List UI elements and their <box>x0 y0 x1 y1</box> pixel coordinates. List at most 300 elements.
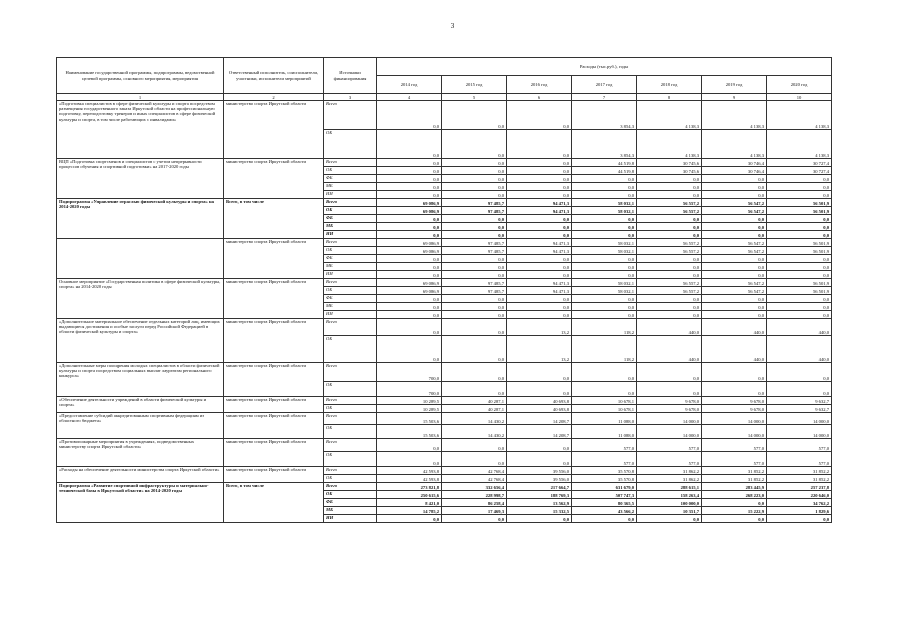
amount-cell: 4 138,3 <box>767 101 832 130</box>
table-row <box>57 439 832 452</box>
table-row <box>57 319 832 336</box>
amount-cell: 0,0 <box>637 363 702 382</box>
amount-cell: 14 000,0 <box>637 425 702 439</box>
amount-cell: 4 138,3 <box>637 101 702 130</box>
amount-cell: 0,0 <box>702 271 767 279</box>
funding-source: Всего <box>324 159 377 167</box>
amount-cell: 0,0 <box>507 215 572 223</box>
amount-cell: 97 485,7 <box>442 207 507 215</box>
amount-cell: 0,0 <box>377 336 442 363</box>
amount-cell: 0,0 <box>442 167 507 175</box>
column-index: 10 <box>767 94 832 101</box>
amount-cell: 0,0 <box>702 263 767 271</box>
column-index: 9 <box>702 94 767 101</box>
amount-cell: 0,0 <box>767 382 832 397</box>
program-name: «Дополнительное материальное обеспечение отдельных категорий лиц, имеющих выдающиеся достижения и особые заслуги перед Российской Федерацией в области физической культуры и спорта» <box>57 319 224 363</box>
amount-cell: 14 430,2 <box>442 413 507 425</box>
amount-cell: 0,0 <box>507 159 572 167</box>
funding-source: ФБ <box>324 499 377 507</box>
amount-cell: 4 138,3 <box>702 101 767 130</box>
amount-cell: 14 000,0 <box>702 413 767 425</box>
amount-cell: 0,0 <box>637 223 702 231</box>
amount-cell: 0,0 <box>377 515 442 523</box>
amount-cell: 0,0 <box>637 191 702 199</box>
program-name: «Противопожарные мероприятия в учреждениях, подведомственных министерству спорта Иркутской области» <box>57 439 224 467</box>
funding-source: ОБ <box>324 382 377 397</box>
amount-cell: 0,0 <box>377 130 442 159</box>
amount-cell: 700,0 <box>377 363 442 382</box>
amount-cell: 0,0 <box>507 382 572 397</box>
table-row <box>57 397 832 405</box>
amount-cell: 56 557,2 <box>637 287 702 295</box>
amount-cell: 158 263,4 <box>637 491 702 499</box>
funding-source: МБ <box>324 507 377 515</box>
table-row <box>57 413 832 425</box>
page-number: 3 <box>450 22 455 30</box>
amount-cell: 577,0 <box>767 439 832 452</box>
amount-cell: 0,0 <box>377 101 442 130</box>
funding-source: Всего <box>324 199 377 207</box>
amount-cell: 80 365,5 <box>572 499 637 507</box>
table-row <box>57 199 832 207</box>
program-name: «Дополнительные меры поощрения молодых специалистов в области физической культуры и спорта посредством социальных выплат лауреатам регионального конкурса» <box>57 363 224 397</box>
amount-cell: 0,0 <box>442 515 507 523</box>
executor: министерство спорта Иркутской области <box>224 279 324 319</box>
amount-cell: 0,0 <box>442 311 507 319</box>
amount-cell: 0,0 <box>442 303 507 311</box>
amount-cell: 94 471,3 <box>507 287 572 295</box>
program-name: «Предоставление субсидий аккредитованным спортивным федерациям из областного бюджета» <box>57 413 224 439</box>
executor: министерство спорта Иркутской области <box>224 439 324 467</box>
amount-cell: 0,0 <box>702 311 767 319</box>
amount-cell: 9 632,7 <box>767 405 832 413</box>
table-row <box>57 483 832 491</box>
program-name: «Расходы на обеспечение деятельности министерства спорта Иркутской области» <box>57 467 224 483</box>
funding-source: ФБ <box>324 175 377 183</box>
funding-source: Всего <box>324 101 377 130</box>
funding-source: Всего <box>324 279 377 287</box>
amount-cell: 56 557,2 <box>637 247 702 255</box>
amount-cell: 56 547,2 <box>702 287 767 295</box>
amount-cell: 268 223,0 <box>702 491 767 499</box>
amount-cell: 250 615,6 <box>377 491 442 499</box>
column-index: 6 <box>507 94 572 101</box>
amount-cell: 9 632,7 <box>767 397 832 405</box>
amount-cell: 0,0 <box>637 183 702 191</box>
program-name: «Подготовка специалистов в сфере физической культуры и спорта посредством размещения государственного заказа Иркутской области на профессиональную подготовку, переподготовку тренеров и иных специалистов в сфере физической культуры и спорта, в том числе работающих с инвалидами» <box>57 101 224 159</box>
amount-cell: 30 745,6 <box>637 167 702 175</box>
amount-cell: 0,0 <box>507 223 572 231</box>
amount-cell: 40 287,1 <box>442 405 507 413</box>
amount-cell: 58 032,1 <box>572 279 637 287</box>
amount-cell: 0,0 <box>702 363 767 382</box>
amount-cell: 0,0 <box>507 255 572 263</box>
header-source: Источники финансирования <box>324 58 377 94</box>
amount-cell: 118,2 <box>572 336 637 363</box>
amount-cell: 0,0 <box>377 159 442 167</box>
executor: министерство спорта Иркутской области <box>224 239 324 279</box>
amount-cell: 577,0 <box>702 452 767 467</box>
amount-cell: 228 998,7 <box>442 491 507 499</box>
program-name: Подпрограмма «Развитие спортивной инфраструктуры и материально-технической базы в Иркутской области» на 2014-2020 годы <box>57 483 224 523</box>
amount-cell: 0,0 <box>637 215 702 223</box>
table-row <box>57 101 832 130</box>
amount-cell: 0,0 <box>507 311 572 319</box>
funding-source: ОБ <box>324 452 377 467</box>
column-index: 3 <box>324 94 377 101</box>
amount-cell: 30 727,4 <box>767 159 832 167</box>
funding-source: Всего <box>324 363 377 382</box>
amount-cell: 577,0 <box>572 452 637 467</box>
amount-cell: 0,0 <box>507 439 572 452</box>
amount-cell: 0,0 <box>637 382 702 397</box>
amount-cell: 0,0 <box>442 363 507 382</box>
amount-cell: 0,0 <box>767 223 832 231</box>
amount-cell: 69 086,9 <box>377 239 442 247</box>
amount-cell: 31 862,2 <box>637 467 702 475</box>
amount-cell: 69 086,9 <box>377 207 442 215</box>
amount-cell: 56 547,2 <box>702 199 767 207</box>
funding-source: ИИ <box>324 191 377 199</box>
amount-cell: 0,0 <box>767 515 832 523</box>
amount-cell: 0,0 <box>572 295 637 303</box>
funding-source: ОБ <box>324 491 377 499</box>
header-year: 2017 год <box>572 76 637 94</box>
amount-cell: 440,0 <box>767 336 832 363</box>
amount-cell: 0,0 <box>637 231 702 239</box>
amount-cell: 44 519,8 <box>572 167 637 175</box>
amount-cell: 0,0 <box>442 255 507 263</box>
amount-cell: 440,0 <box>767 319 832 336</box>
column-index: 5 <box>442 94 507 101</box>
amount-cell: 31 852,2 <box>767 475 832 483</box>
amount-cell: 86 258,4 <box>442 499 507 507</box>
amount-cell: 0,0 <box>442 231 507 239</box>
amount-cell: 0,0 <box>702 175 767 183</box>
amount-cell: 17 469,3 <box>442 507 507 515</box>
funding-source: ИИ <box>324 231 377 239</box>
amount-cell: 9 678,0 <box>637 405 702 413</box>
amount-cell: 42 768,4 <box>442 475 507 483</box>
amount-cell: 94 471,3 <box>507 207 572 215</box>
amount-cell: 0,0 <box>572 255 637 263</box>
funding-source: МБ <box>324 263 377 271</box>
amount-cell: 35 570,8 <box>572 467 637 475</box>
amount-cell: 0,0 <box>442 183 507 191</box>
amount-cell: 0,0 <box>442 130 507 159</box>
amount-cell: 14 000,0 <box>767 425 832 439</box>
amount-cell: 0,0 <box>637 255 702 263</box>
funding-source: ИИ <box>324 515 377 523</box>
amount-cell: 0,0 <box>767 303 832 311</box>
funding-source: ОБ <box>324 287 377 295</box>
amount-cell: 0,0 <box>377 311 442 319</box>
amount-cell: 97 485,7 <box>442 247 507 255</box>
program-name: ВЦП «Подготовка спортсменов и специалистов с учетом непрерывности процессов обучения и спортивной подготовки» на 2017-2020 годы <box>57 159 224 199</box>
amount-cell: 507 747,3 <box>572 491 637 499</box>
funding-source: Всего <box>324 239 377 247</box>
amount-cell: 69 086,9 <box>377 247 442 255</box>
amount-cell: 0,0 <box>377 231 442 239</box>
amount-cell: 56 547,2 <box>702 207 767 215</box>
amount-cell: 58 032,1 <box>572 199 637 207</box>
amount-cell: 58 032,1 <box>572 207 637 215</box>
amount-cell: 0,0 <box>377 255 442 263</box>
amount-cell: 40 287,1 <box>442 397 507 405</box>
amount-cell: 0,0 <box>767 295 832 303</box>
amount-cell: 0,0 <box>507 363 572 382</box>
amount-cell: 0,0 <box>572 515 637 523</box>
funding-source: ОБ <box>324 336 377 363</box>
column-index: 2 <box>224 94 324 101</box>
amount-cell: 39 556,0 <box>507 475 572 483</box>
amount-cell: 0,0 <box>377 183 442 191</box>
amount-cell: 56 557,2 <box>637 239 702 247</box>
amount-cell: 0,0 <box>637 271 702 279</box>
amount-cell: 0,0 <box>702 499 767 507</box>
amount-cell: 0,0 <box>377 452 442 467</box>
amount-cell: 118,2 <box>572 319 637 336</box>
table-row <box>57 239 832 247</box>
amount-cell: 4 138,3 <box>702 130 767 159</box>
amount-cell: 56 501,9 <box>767 279 832 287</box>
amount-cell: 56 501,9 <box>767 207 832 215</box>
amount-cell: 69 086,9 <box>377 287 442 295</box>
amount-cell: 0,0 <box>442 101 507 130</box>
amount-cell: 0,0 <box>637 295 702 303</box>
funding-source: ОБ <box>324 405 377 413</box>
amount-cell: 0,0 <box>442 191 507 199</box>
amount-cell: 0,0 <box>572 175 637 183</box>
table-row <box>57 279 832 287</box>
executor: министерство спорта Иркутской области <box>224 101 324 159</box>
amount-cell: 0,0 <box>767 183 832 191</box>
expenses-table <box>56 57 832 523</box>
amount-cell: 13 562,9 <box>507 499 572 507</box>
amount-cell: 56 547,2 <box>702 239 767 247</box>
amount-cell: 0,0 <box>637 303 702 311</box>
header-executor: Ответственный исполнитель, соисполнители, участники, исполнители мероприятий <box>224 58 324 94</box>
amount-cell: 440,0 <box>702 336 767 363</box>
amount-cell: 0,0 <box>377 271 442 279</box>
amount-cell: 13,2 <box>507 319 572 336</box>
amount-cell: 0,0 <box>442 452 507 467</box>
amount-cell: 0,0 <box>507 167 572 175</box>
header-year: 2020 год <box>767 76 832 94</box>
amount-cell: 0,0 <box>702 231 767 239</box>
amount-cell: 0,0 <box>507 303 572 311</box>
funding-source: ФБ <box>324 255 377 263</box>
amount-cell: 0,0 <box>767 263 832 271</box>
funding-source: Всего <box>324 467 377 475</box>
funding-source: Всего <box>324 397 377 405</box>
amount-cell: 56 501,9 <box>767 287 832 295</box>
amount-cell: 40 693,8 <box>507 397 572 405</box>
amount-cell: 14 000,0 <box>702 425 767 439</box>
column-index: 1 <box>57 94 224 101</box>
amount-cell: 0,0 <box>377 295 442 303</box>
funding-source: Всего <box>324 483 377 491</box>
amount-cell: 9 678,0 <box>637 397 702 405</box>
funding-source: ОБ <box>324 167 377 175</box>
amount-cell: 0,0 <box>572 363 637 382</box>
amount-cell: 0,0 <box>507 515 572 523</box>
amount-cell: 56 557,2 <box>637 207 702 215</box>
amount-cell: 0,0 <box>377 319 442 336</box>
funding-source: ОБ <box>324 207 377 215</box>
executor: Всего, в том числе <box>224 483 324 523</box>
amount-cell: 0,0 <box>702 191 767 199</box>
amount-cell: 56 547,2 <box>702 247 767 255</box>
amount-cell: 14 000,0 <box>637 413 702 425</box>
amount-cell: 15 332,5 <box>507 507 572 515</box>
amount-cell: 0,0 <box>507 452 572 467</box>
amount-cell: 40 693,8 <box>507 405 572 413</box>
amount-cell: 0,0 <box>702 255 767 263</box>
amount-cell: 4 138,3 <box>767 130 832 159</box>
amount-cell: 0,0 <box>702 382 767 397</box>
amount-cell: 283 445,9 <box>702 483 767 491</box>
amount-cell: 273 821,8 <box>377 483 442 491</box>
amount-cell: 220 646,0 <box>767 491 832 499</box>
amount-cell: 31 852,2 <box>702 475 767 483</box>
amount-cell: 10 351,7 <box>637 507 702 515</box>
amount-cell: 56 501,9 <box>767 239 832 247</box>
amount-cell: 188 769,3 <box>507 491 572 499</box>
amount-cell: 0,0 <box>442 263 507 271</box>
amount-cell: 4 138,3 <box>637 130 702 159</box>
funding-source: Всего <box>324 319 377 336</box>
amount-cell: 0,0 <box>442 319 507 336</box>
executor: министерство спорта Иркутской области <box>224 397 324 413</box>
amount-cell: 30 727,4 <box>767 167 832 175</box>
amount-cell: 97 485,7 <box>442 199 507 207</box>
amount-cell: 56 557,2 <box>637 199 702 207</box>
amount-cell: 0,0 <box>442 295 507 303</box>
amount-cell: 257 237,8 <box>767 483 832 491</box>
funding-source: МБ <box>324 223 377 231</box>
header-year: 2015 год <box>442 76 507 94</box>
executor: министерство спорта Иркутской области <box>224 467 324 483</box>
amount-cell: 0,0 <box>572 223 637 231</box>
amount-cell: 0,0 <box>572 303 637 311</box>
amount-cell: 0,0 <box>637 515 702 523</box>
header-expenses: Расходы (тыс.руб.), годы <box>377 58 832 76</box>
funding-source: ИИ <box>324 271 377 279</box>
amount-cell: 0,0 <box>442 336 507 363</box>
amount-cell: 577,0 <box>702 439 767 452</box>
amount-cell: 0,0 <box>637 263 702 271</box>
amount-cell: 30 746,4 <box>702 159 767 167</box>
amount-cell: 31 852,2 <box>702 467 767 475</box>
funding-source: ОБ <box>324 425 377 439</box>
amount-cell: 10 289,5 <box>377 397 442 405</box>
amount-cell: 56 547,2 <box>702 279 767 287</box>
amount-cell: 0,0 <box>767 231 832 239</box>
column-index: 8 <box>637 94 702 101</box>
amount-cell: 0,0 <box>507 130 572 159</box>
amount-cell: 577,0 <box>767 452 832 467</box>
header-program: Наименование государственной программы, подпрограммы, ведомственной целевой программы, основного мероприятия, мероприятия <box>57 58 224 94</box>
amount-cell: 14 785,2 <box>377 507 442 515</box>
amount-cell: 0,0 <box>702 223 767 231</box>
amount-cell: 0,0 <box>377 175 442 183</box>
funding-source: МБ <box>324 183 377 191</box>
amount-cell: 0,0 <box>507 231 572 239</box>
amount-cell: 0,0 <box>637 175 702 183</box>
amount-cell: 332 656,4 <box>442 483 507 491</box>
amount-cell: 0,0 <box>702 515 767 523</box>
column-index: 4 <box>377 94 442 101</box>
amount-cell: 35 570,8 <box>572 475 637 483</box>
amount-cell: 0,0 <box>507 295 572 303</box>
amount-cell: 11 088,0 <box>572 425 637 439</box>
funding-source: ОБ <box>324 130 377 159</box>
amount-cell: 0,0 <box>767 175 832 183</box>
amount-cell: 9 678,0 <box>702 405 767 413</box>
amount-cell: 0,0 <box>507 175 572 183</box>
amount-cell: 56 501,9 <box>767 247 832 255</box>
amount-cell: 631 679,0 <box>572 483 637 491</box>
amount-cell: 94 471,3 <box>507 247 572 255</box>
amount-cell: 440,0 <box>637 319 702 336</box>
amount-cell: 43 566,2 <box>572 507 637 515</box>
amount-cell: 0,0 <box>507 183 572 191</box>
amount-cell: 15 222,9 <box>702 507 767 515</box>
program-name: Подпрограмма «Управление отраслью физической культуры и спорта» на 2014-2020 годы <box>57 199 224 239</box>
amount-cell: 44 519,8 <box>572 159 637 167</box>
amount-cell: 69 086,9 <box>377 199 442 207</box>
amount-cell: 0,0 <box>767 363 832 382</box>
amount-cell: 11 088,0 <box>572 413 637 425</box>
funding-source: ОБ <box>324 475 377 483</box>
amount-cell: 1 829,6 <box>767 507 832 515</box>
amount-cell: 0,0 <box>442 439 507 452</box>
amount-cell: 94 471,3 <box>507 279 572 287</box>
amount-cell: 0,0 <box>702 215 767 223</box>
amount-cell: 97 485,7 <box>442 287 507 295</box>
program-name: «Обеспечение деятельности учреждений в области физической культуры и спорта» <box>57 397 224 413</box>
amount-cell: 100 000,0 <box>637 499 702 507</box>
program-name <box>57 239 224 279</box>
amount-cell: 30 745,6 <box>637 159 702 167</box>
funding-source: Всего <box>324 439 377 452</box>
amount-cell: 0,0 <box>572 191 637 199</box>
amount-cell: 577,0 <box>637 452 702 467</box>
funding-source: ОБ <box>324 247 377 255</box>
amount-cell: 0,0 <box>637 311 702 319</box>
amount-cell: 0,0 <box>377 263 442 271</box>
amount-cell: 0,0 <box>377 439 442 452</box>
amount-cell: 440,0 <box>637 336 702 363</box>
amount-cell: 10 678,1 <box>572 405 637 413</box>
funding-source: Всего <box>324 413 377 425</box>
funding-source: МБ <box>324 303 377 311</box>
amount-cell: 15 503,6 <box>377 425 442 439</box>
amount-cell: 14 430,2 <box>442 425 507 439</box>
program-name: Основное мероприятие «Государственная политика в сфере физической культуры, спорта» на 2014-2020 годы <box>57 279 224 319</box>
header-year: 2016 год <box>507 76 572 94</box>
table-row <box>57 363 832 382</box>
table-row <box>57 159 832 167</box>
amount-cell: 0,0 <box>767 255 832 263</box>
amount-cell: 0,0 <box>767 311 832 319</box>
amount-cell: 42 768,4 <box>442 467 507 475</box>
amount-cell: 56 501,9 <box>767 199 832 207</box>
column-index: 7 <box>572 94 637 101</box>
amount-cell: 8 421,0 <box>377 499 442 507</box>
amount-cell: 10 289,5 <box>377 405 442 413</box>
